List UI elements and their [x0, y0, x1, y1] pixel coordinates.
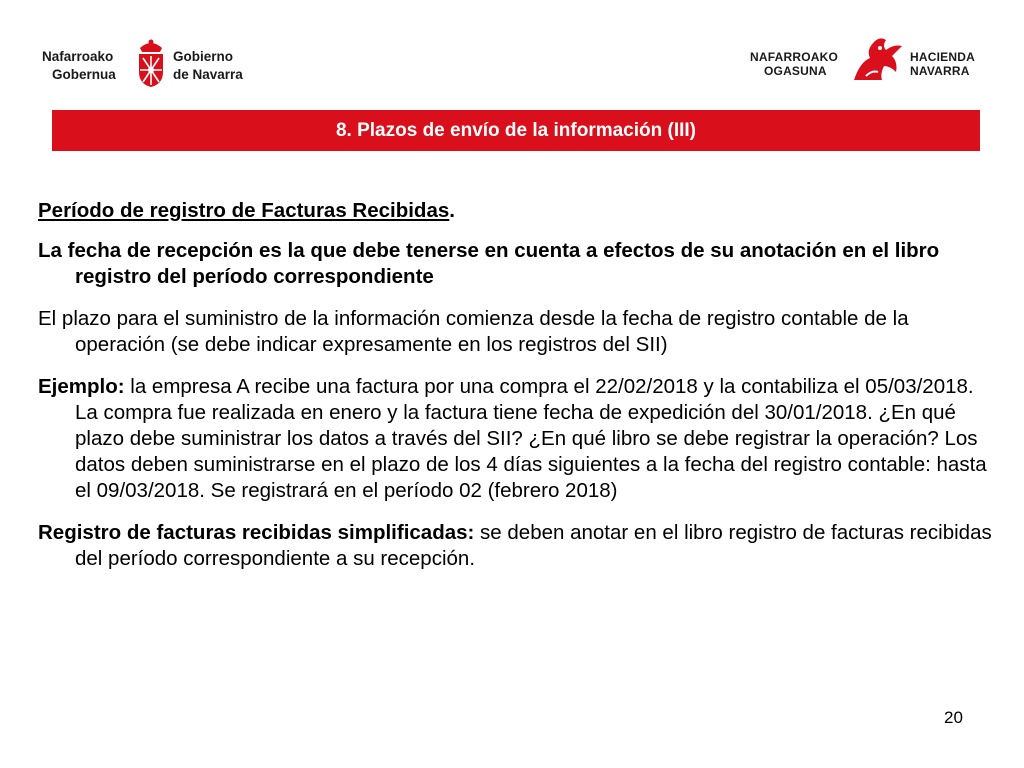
- simplified-invoices-text: se deben anotar en el libro registro de facturas recibidas del período correspondiente a su recepción.: [75, 521, 992, 570]
- page-number: 20: [944, 708, 963, 727]
- logo-text-gobernua: Gobernua: [52, 67, 116, 82]
- paragraph-deadline-start: El plazo para el suministro de la información comienza desde la fecha de registro contable de la operación (se debe indicar expresamente en los registros del SII): [38, 307, 909, 356]
- logo-text-nafarroako: Nafarroako: [42, 49, 114, 64]
- section-heading: [38, 198, 998, 224]
- hacienda-navarra-logo: [750, 32, 990, 88]
- logo-text-nafarroako-ogasuna-2: OGASUNA: [764, 64, 827, 78]
- logo-text-hacienda: HACIENDA: [910, 50, 975, 64]
- logo-text-navarra: NAVARRA: [910, 64, 970, 78]
- paragraph-example: [38, 374, 998, 504]
- example-label: Ejemplo:: [38, 375, 125, 398]
- logo-text-nafarroako-ogasuna-1: NAFARROAKO: [750, 50, 838, 64]
- example-text: la empresa A recibe una factura por una compra el 22/02/2018 y la contabiliza el 05/03/2018. La compra fue realizada en enero y la factura tiene fecha de expedición del 30/01/2018. ¿En qué plazo debe suministrar los datos a través del SII? ¿En qué libro se debe registrar la operación? Los datos deben suministrarse en el plazo de los 4 días siguientes a la fecha del registro contable: hasta el 09/03/2018. Se registrará en el período 02 (febrero 2018): [75, 375, 987, 502]
- navarra-coat-of-arms-icon: [134, 38, 168, 88]
- paragraph-reception-date: [38, 238, 998, 290]
- gobierno-navarra-logo: [42, 38, 257, 90]
- section-heading-period: .: [449, 199, 455, 222]
- section-heading-text: Período de registro de Facturas Recibidas: [38, 199, 450, 222]
- simplified-invoices-label: Registro de facturas recibidas simplificadas:: [38, 521, 475, 544]
- paragraph-simplified-invoices: [38, 520, 998, 572]
- logo-text-gobierno: Gobierno: [173, 49, 233, 64]
- slide-title: 8. Plazos de envío de la información (III): [52, 110, 980, 151]
- logo-text-de-navarra: de Navarra: [173, 67, 243, 82]
- slide-content: [38, 198, 998, 588]
- paragraph-reception-date-text: La fecha de recepción es la que debe tenerse en cuenta a efectos de su anotación en el libro registro del período correspondiente: [38, 239, 940, 288]
- hacienda-emblem-icon: [846, 32, 908, 84]
